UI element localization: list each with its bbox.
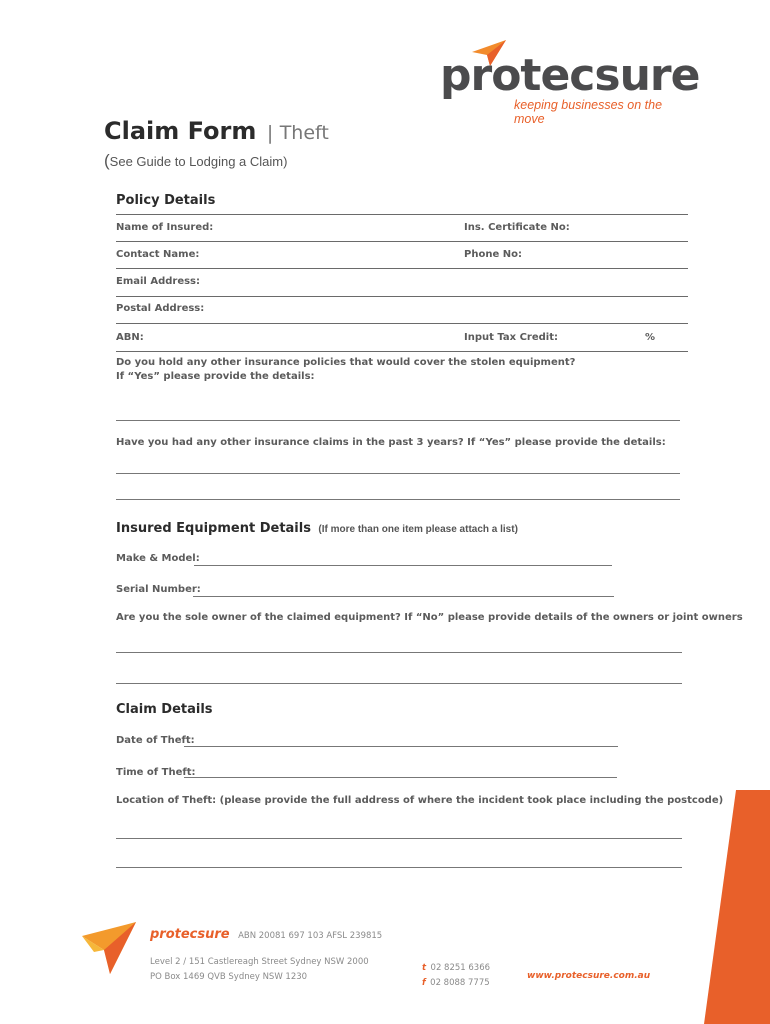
equipment-heading: Insured Equipment Details: [116, 521, 311, 536]
ins-certificate-label: Ins. Certificate No:: [464, 222, 570, 233]
title-main: Claim Form: [104, 117, 257, 145]
phone-no-label: Phone No:: [464, 249, 522, 260]
other-policies-question-2: If “Yes” please provide the details:: [116, 371, 315, 382]
other-claims-question: Have you had any other insurance claims in the past 3 years? If “Yes” please provide the details:: [116, 437, 666, 448]
footer-brand-row: [150, 925, 382, 943]
logo-tagline: keeping businesses on the move: [514, 98, 663, 126]
footer-brand: protecsure: [150, 927, 230, 942]
guide-paren: (: [104, 151, 110, 170]
serial-number-label: Serial Number:: [116, 584, 201, 595]
claim-heading: Claim Details: [116, 702, 213, 717]
title-separator: |: [266, 122, 274, 144]
other-policies-question: Do you hold any other insurance policies that would cover the stolen equipment?: [116, 357, 576, 368]
name-of-insured-label: Name of Insured:: [116, 222, 214, 233]
guide-text: See Guide to Lodging a Claim): [109, 154, 288, 169]
footer-phone-value: 02 8251 6366: [430, 963, 491, 973]
input-tax-credit-label: Input Tax Credit:: [464, 332, 559, 343]
location-question: Location of Theft: (please provide the full address of where the incident took place including the postcode): [116, 795, 724, 806]
postal-address-label: Postal Address:: [116, 303, 205, 314]
abn-label: ABN:: [116, 332, 144, 343]
make-model-label: Make & Model:: [116, 553, 200, 564]
footer-arrow-icon: [80, 918, 140, 978]
email-address-label: Email Address:: [116, 276, 201, 287]
footer-website-link[interactable]: www.protecsure.com.au: [527, 971, 651, 981]
footer-phone-key: t: [422, 963, 427, 973]
footer-fax-value: 02 8088 7775: [430, 978, 490, 988]
time-of-theft-label: Time of Theft:: [116, 767, 196, 778]
policy-heading: Policy Details: [116, 193, 216, 208]
title-subtitle: Theft: [279, 122, 329, 144]
date-of-theft-label: Date of Theft:: [116, 735, 195, 746]
contact-name-label: Contact Name:: [116, 249, 200, 260]
footer-address-2: PO Box 1469 QVB Sydney NSW 1230: [150, 972, 308, 982]
footer-fax-key: f: [422, 978, 426, 988]
percent-sign: %: [645, 332, 656, 343]
sole-owner-question: Are you the sole owner of the claimed equipment? If “No” please provide details of the owners or joint owners: [116, 612, 743, 623]
footer-fax: [422, 972, 490, 990]
footer-abn: ABN 20081 697 103 AFSL 239815: [238, 931, 383, 941]
footer-address-1: Level 2 / 151 Castlereagh Street Sydney NSW 2000: [150, 957, 369, 967]
equipment-heading-note: (If more than one item please attach a list): [318, 524, 518, 535]
logo-wordmark: protecsure: [440, 50, 700, 101]
